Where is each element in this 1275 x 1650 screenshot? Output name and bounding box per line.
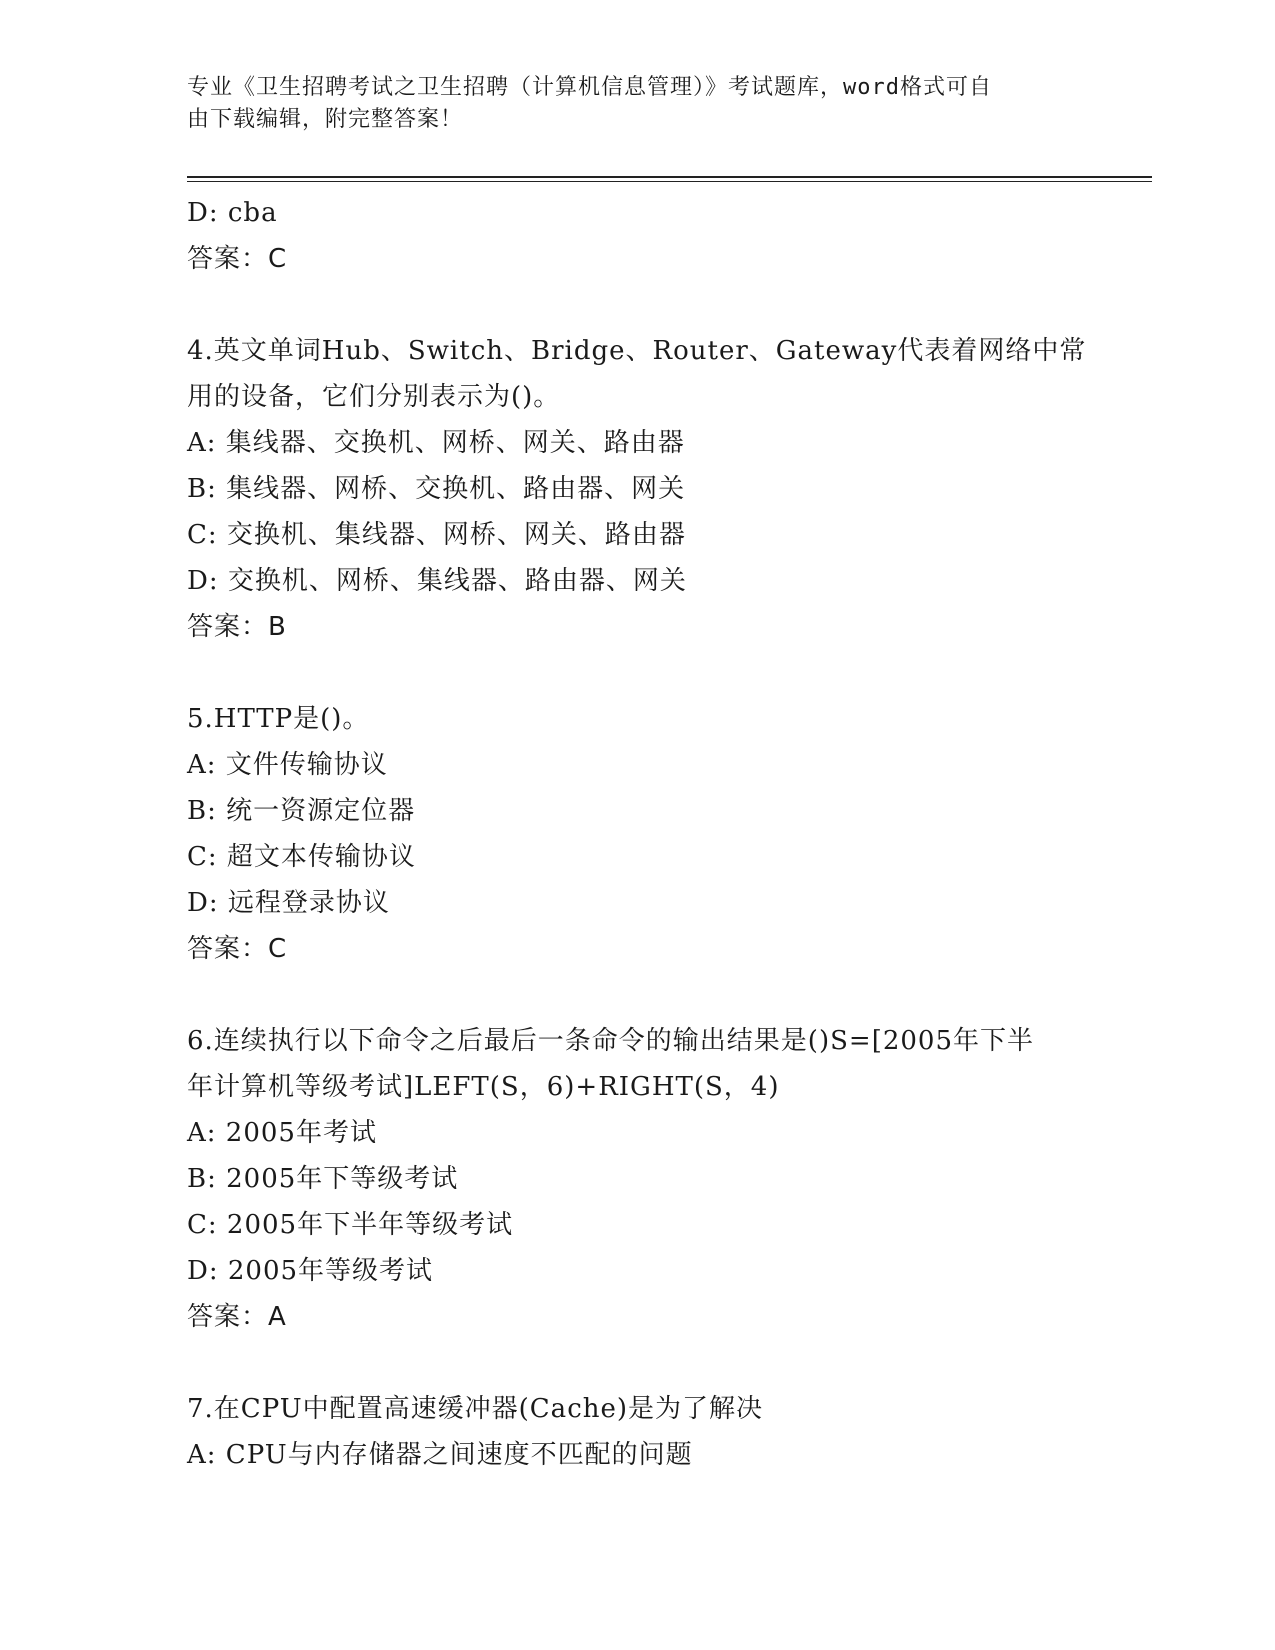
question-stem: 4.英文单词Hub、Switch、Bridge、Router、Gateway代表着网络中常 — [187, 336, 1087, 366]
question-block-7 — [187, 1386, 1087, 1478]
header-line-1: 专业《卫生招聘考试之卫生招聘（计算机信息管理）》考试题库，word格式可自 — [187, 75, 992, 100]
option-d: D: cba — [187, 198, 278, 228]
spacer — [187, 282, 1087, 328]
answer: 答案：C — [187, 934, 288, 964]
answer: 答案：A — [187, 1302, 287, 1332]
answer: 答案：C — [187, 244, 288, 274]
header-divider-thick — [187, 176, 1152, 178]
option-a: A: CPU与内存储器之间速度不匹配的问题 — [187, 1440, 693, 1470]
option-a: A: 集线器、交换机、网桥、网关、路由器 — [187, 428, 685, 458]
option-d: D: 交换机、网桥、集线器、路由器、网关 — [187, 566, 687, 596]
question-stem-continued: 用的设备，它们分别表示为()。 — [187, 382, 561, 412]
option-a: A: 2005年考试 — [187, 1118, 377, 1148]
spacer — [187, 972, 1087, 1018]
question-block-6 — [187, 1018, 1087, 1340]
question-stem: 7.在CPU中配置高速缓冲器(Cache)是为了解决 — [187, 1394, 764, 1424]
option-b: B: 2005年下等级考试 — [187, 1164, 459, 1194]
question-stem: 5.HTTP是()。 — [187, 704, 370, 734]
option-c: C: 超文本传输协议 — [187, 842, 416, 872]
option-d: D: 2005年等级考试 — [187, 1256, 434, 1286]
option-c: C: 2005年下半年等级考试 — [187, 1210, 514, 1240]
answer: 答案：B — [187, 612, 287, 642]
header-divider-thin — [187, 181, 1152, 182]
document-header — [187, 72, 1087, 136]
header-line-2: 由下载编辑，附完整答案！ — [187, 107, 464, 132]
question-stem-continued: 年计算机等级考试]LEFT(S，6)+RIGHT(S，4) — [187, 1072, 780, 1102]
question-content — [187, 190, 1087, 1478]
option-c: C: 交换机、集线器、网桥、网关、路由器 — [187, 520, 686, 550]
option-b: B: 集线器、网桥、交换机、路由器、网关 — [187, 474, 686, 504]
option-b: B: 统一资源定位器 — [187, 796, 416, 826]
question-stem: 6.连续执行以下命令之后最后一条命令的输出结果是()S=[2005年下半 — [187, 1026, 1035, 1056]
spacer — [187, 1340, 1087, 1386]
question-block-4 — [187, 328, 1087, 650]
question-block-3 — [187, 190, 1087, 282]
spacer — [187, 650, 1087, 696]
option-a: A: 文件传输协议 — [187, 750, 388, 780]
option-d: D: 远程登录协议 — [187, 888, 390, 918]
question-block-5 — [187, 696, 1087, 972]
